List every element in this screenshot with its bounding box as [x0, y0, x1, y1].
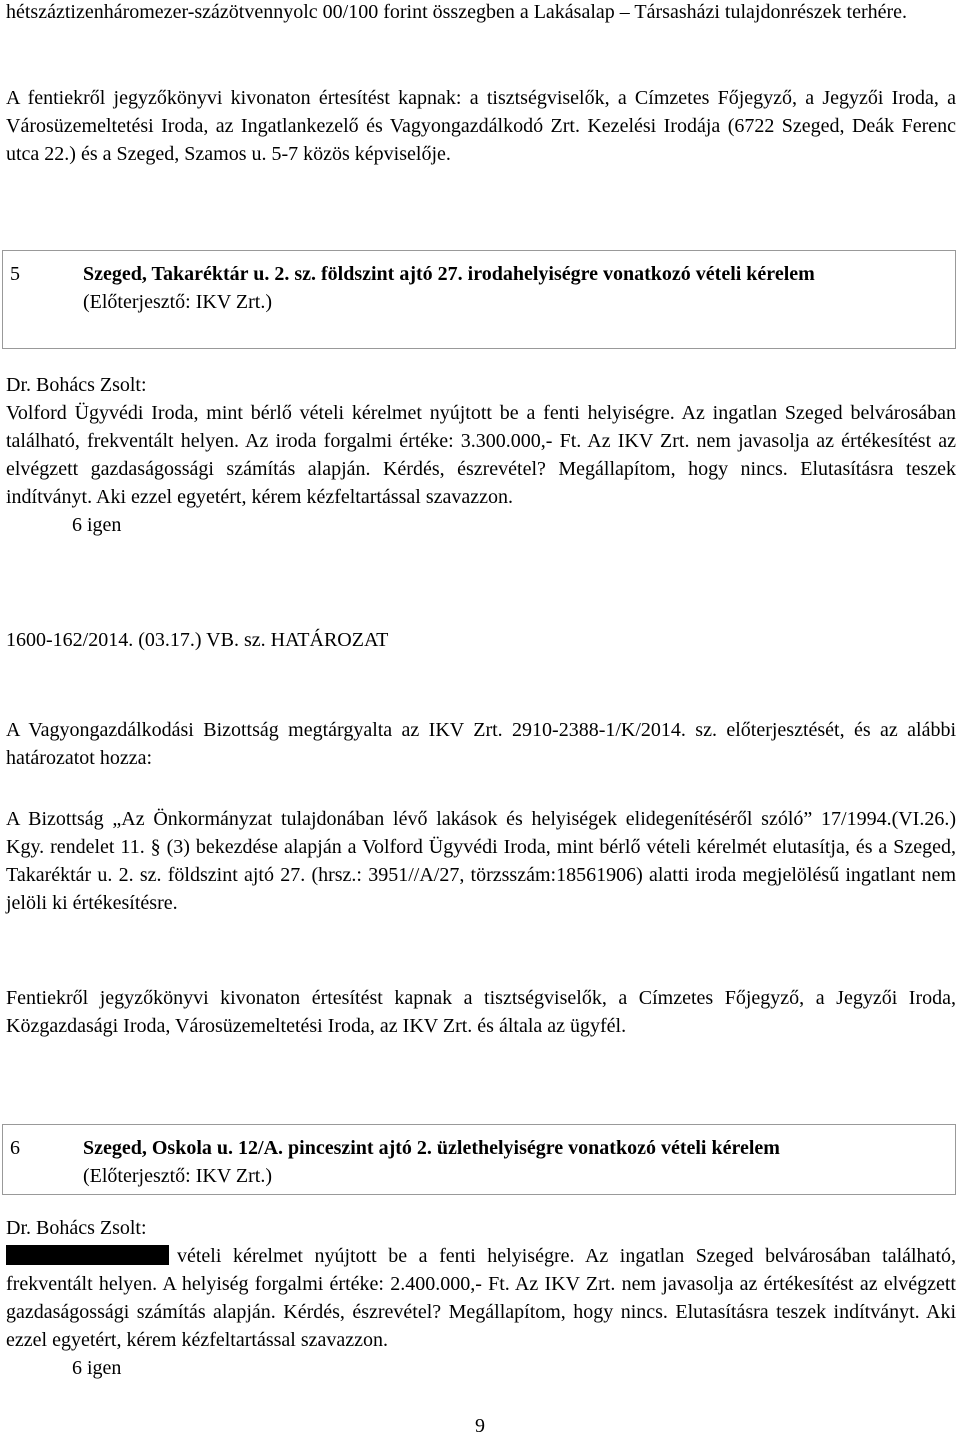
agenda-item-title: Szeged, Oskola u. 12/A. pinceszint ajtó 2. üzlethelyiségre vonatkozó vételi kérelem — [83, 1137, 780, 1159]
resolution-heading: 1600-162/2014. (03.17.) VB. sz. HATÁROZAT — [6, 629, 389, 651]
resolution-body-text: A Bizottság „Az Önkormányzat tulajdonában lévő lakások és helyiségek elidegenítéséről szóló” 17/1994.(VI.26.) Kgy. rendelet 11. § (3) bekezdése alapján a Volford Ügyvédi Iroda, mint bérlő vételi kérelmét elutasítja, és a Szeged, Takaréktár u. 2. sz. földszint ajtó 27. (hrsz.: 3951//A/27, törzsszám:18561906) alatti iroda megjelölésű ingatlant nem jelöli ki értékesítésre. — [6, 808, 956, 914]
agenda-item-presenter: (Előterjesztő: IKV Zrt.) — [83, 1165, 273, 1187]
resolution-intro — [6, 716, 956, 772]
speaker-section-6 — [6, 1214, 956, 1382]
page-number: 9 — [475, 1415, 485, 1437]
vote-result: 6 igen — [72, 1357, 122, 1379]
paragraph-text: hétszáztizenháromezer-százötvennyolc 00/100 forint összegben a Lakásalap – Társasházi tulajdonrészek terhére. — [6, 1, 908, 23]
vote-result: 6 igen — [72, 514, 122, 536]
resolution-intro-text: A Vagyongazdálkodási Bizottság megtárgyalta az IKV Zrt. 2910-2388-1/K/2014. sz. előterjesztését, és az alábbi határozatot hozza: — [6, 719, 956, 769]
notification-text: Fentiekről jegyzőkönyvi kivonaton értesítést kapnak a tisztségviselők, a Címzetes Főjegyző, a Jegyzői Iroda, Közgazdasági Iroda, Városüzemeltetési Iroda, az IKV Zrt. és általa az ügyfél. — [6, 987, 956, 1037]
agenda-item-5 — [2, 250, 956, 349]
resolution-notification — [6, 984, 956, 1040]
speaker-name: Dr. Bohács Zsolt: — [6, 1217, 147, 1239]
redaction-bar — [6, 1245, 169, 1265]
agenda-item-number: 6 — [10, 1137, 20, 1159]
speaker-text: Volford Ügyvédi Iroda, mint bérlő vételi kérelmet nyújtott be a fenti helyiségre. Az ingatlan Szeged belvárosában található, frekventált helyen. Az iroda forgalmi értéke: 3.300.000,- Ft. Az IKV Zrt. nem javasolja az értékesítést az elvégzett gazdaságossági számítás alapján. Kérdés, észrevétel? Megállapítom, hogy nincs. Elutasításra teszek indítványt. Aki ezzel egyetért, kérem kézfeltartással szavazzon. — [6, 402, 956, 508]
speaker-text: vételi kérelmet nyújtott be a fenti helyiségre. Az ingatlan Szeged belvárosában található, frekventált helyen. A helyiség forgalmi értéke: 2.400.000,- Ft. Az IKV Zrt. nem javasolja az értékesítést az elvégzett gazdaságossági számítás alapján. Kérdés, észrevétel? Megállapítom, hogy nincs. Elutasításra teszek indítványt. Aki ezzel egyetért, kérem kézfeltartással szavazzon. — [6, 1245, 956, 1351]
speaker-name: Dr. Bohács Zsolt: — [6, 374, 147, 396]
paragraph-text: A fentiekről jegyzőkönyvi kivonaton értesítést kapnak: a tisztségviselők, a Címzetes Főjegyző, a Jegyzői Iroda, a Városüzemeltetési Iroda, az Ingatlankezelő és Vagyongazdálkodó Zrt. Kezelési Irodája (6722 Szeged, Deák Ferenc utca 22.) és a Szeged, Szamos u. 5-7 közös képviselője. — [6, 87, 956, 165]
agenda-item-title: Szeged, Takaréktár u. 2. sz. földszint ajtó 27. irodahelyiségre vonatkozó vételi kérelem — [83, 263, 815, 285]
agenda-item-number: 5 — [10, 263, 20, 285]
speaker-section-5 — [6, 371, 956, 539]
agenda-item-presenter: (Előterjesztő: IKV Zrt.) — [83, 291, 273, 313]
resolution-number — [6, 626, 956, 654]
agenda-item-6 — [2, 1124, 956, 1195]
resolution-body — [6, 805, 956, 917]
paragraph-allocation — [6, 0, 956, 26]
paragraph-notification-1 — [6, 84, 956, 168]
